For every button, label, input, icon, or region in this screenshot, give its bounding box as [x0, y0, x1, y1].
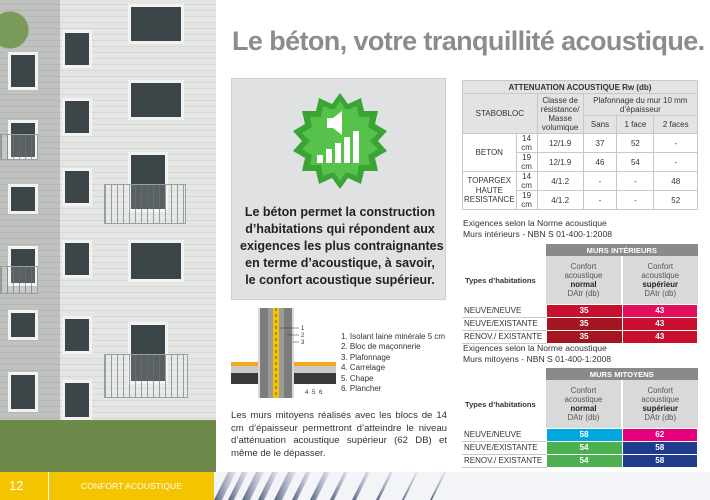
wall-section-diagram: [231, 308, 341, 400]
apartment-building-photo: [0, 0, 216, 472]
diagram-number-2: 2: [301, 333, 305, 339]
highlight-box: [231, 78, 446, 300]
attenuation-table: ATTENUATION ACOUSTIQUE Rw (db) STABOBLOC Classe de résistance/ Masse volumique Plafonnage du mur 10 mm d’épaisseur Sans 1 face 2 faces BETON 14 cm 12/1.9 37 52 - 19 cm 12/1.9 46 54 - TOPARGEX HAUTE RESISTANCE 14 cm 4/1.2 - - 48 19 cm 4/1.2 - - 52: [462, 80, 698, 210]
page-title: Le béton, votre tranquillité acoustique.: [232, 26, 705, 56]
section-label: CONFORT ACOUSTIQUE: [48, 472, 214, 500]
body-paragraph: Les murs mitoyens réalisés avec les blocs de 14 cm d’épaisseur permettront d’atteindre le niveau d’atténuation acoustique supérieur (62 DB) et même de le dépasser.: [231, 410, 447, 459]
sound-badge-icon: [290, 91, 390, 191]
interior-walls-table: MURS INTÉRIEURS Types d’habitations Confort acoustique normal DAtr (db) Confort acoustique supérieur DAtr (db) NEUVE/NEUVE 35 43 NEUVE/EXISTANTE 35 43 RENOV./ EXISTANTE 35 43: [462, 244, 698, 344]
diagram-number-5: 5: [312, 390, 316, 396]
decorative-stripes: [214, 472, 710, 500]
diagram-legend: 1. Isolant laine minérale 5 cm 2. Bloc de maçonnerie 3. Plafonnage 4. Carrelage 5. Chape 6. Plancher: [341, 332, 446, 394]
highlight-text: Le béton permet la construction d’habitations qui répondent aux exigences les plus contraignantes en terme d’acoustique, à savoir, le confort acoustique supérieur.: [240, 205, 444, 287]
note-party-walls: Exigences selon la Norme acoustique Murs mitoyens - NBN S 01-400-1:2008: [463, 343, 612, 364]
diagram-number-6: 6: [319, 390, 323, 396]
party-walls-table: MURS MITOYENS Types d’habitations Confort acoustique normal DAtr (db) Confort acoustique supérieur DAtr (db) NEUVE/NEUVE 58 62 NEUVE/EXISTANTE 54 58 RENOV./ EXISTANTE 54 58: [462, 368, 698, 468]
note-interior: Exigences selon la Norme acoustique Murs intérieurs - NBN S 01-400-1:2008: [463, 218, 613, 239]
page-number: 12: [0, 472, 48, 500]
diagram-number-4: 4: [305, 390, 309, 396]
page-footer: [0, 472, 710, 500]
diagram-number-1: 1: [301, 326, 305, 332]
diagram-number-3: 3: [301, 340, 305, 346]
